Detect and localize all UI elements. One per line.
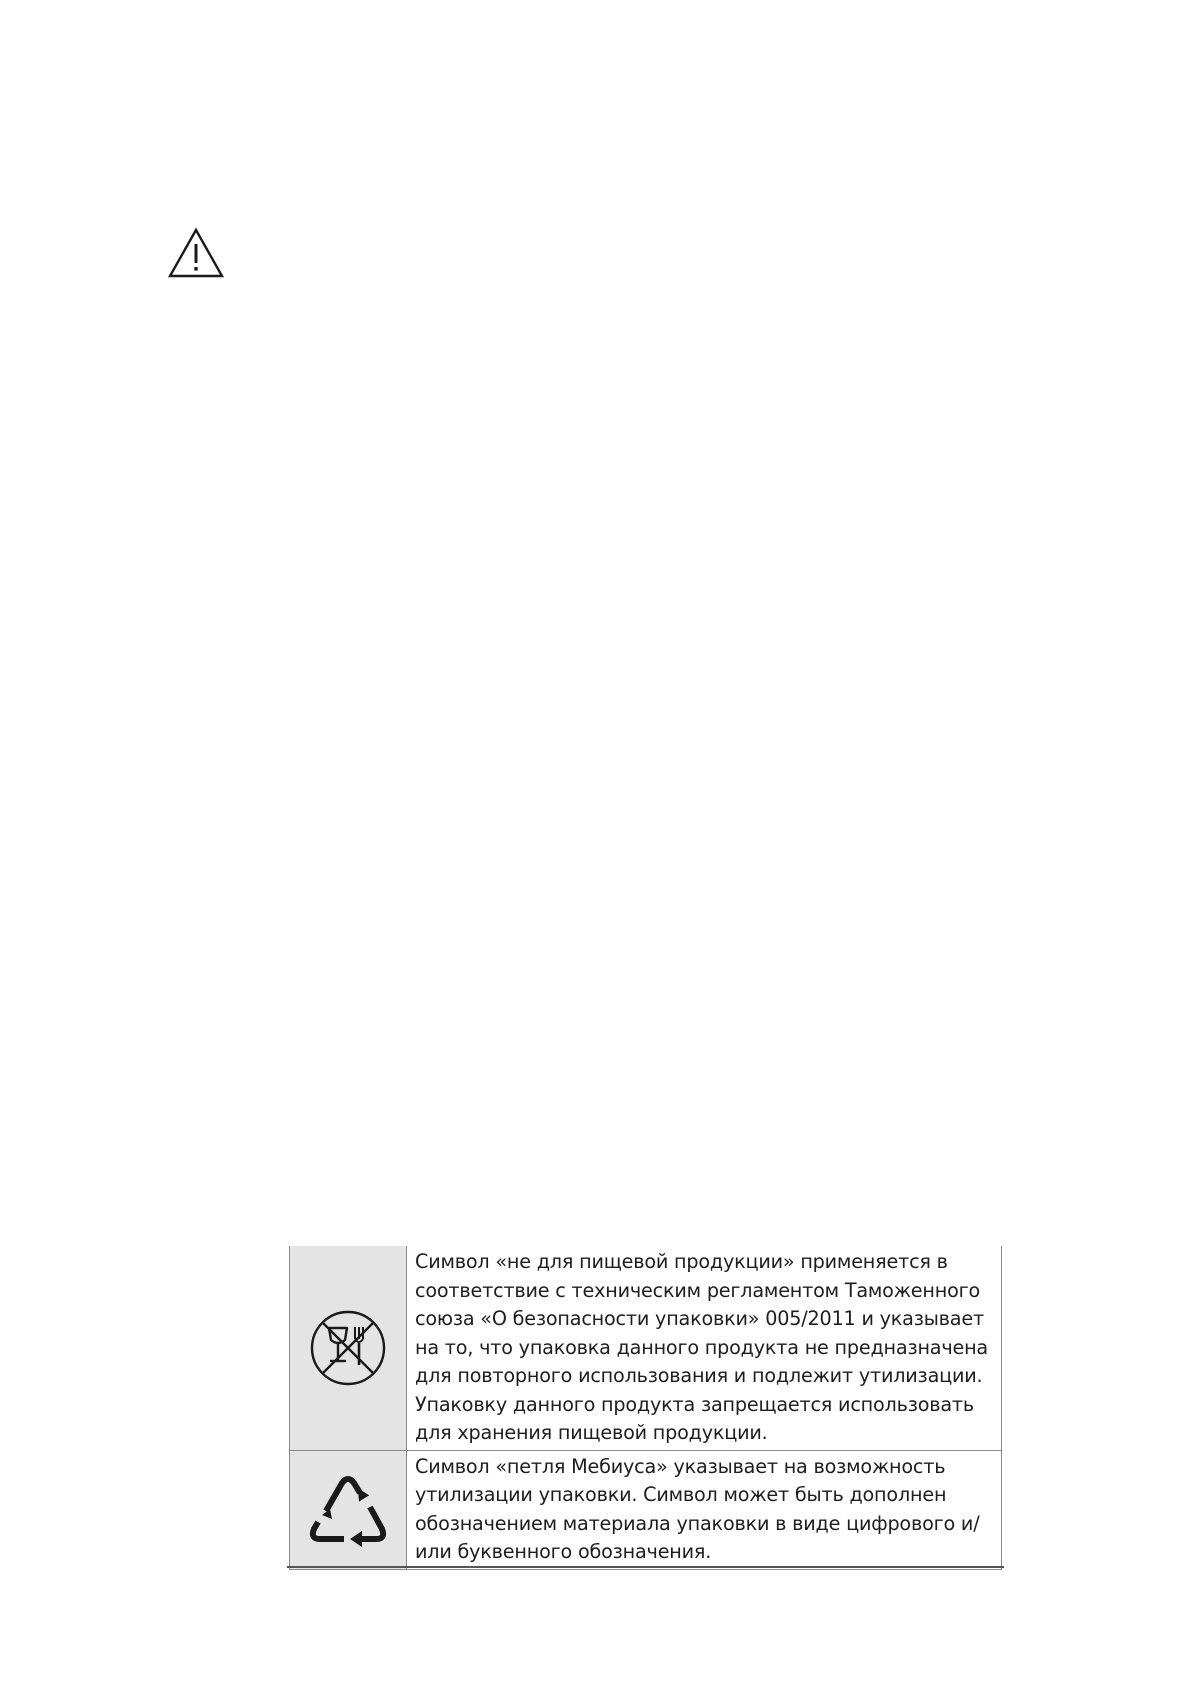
symbol-cell — [290, 1450, 407, 1569]
table-row — [290, 1450, 1002, 1569]
not-for-food-icon — [303, 1303, 393, 1393]
symbol-description: Символ «петля Мебиуса» указывает на возможность утилизации упаковки. Символ может быть дополнен обозначением материала упаковки в виде цифрового и/или буквенного обозначения. — [407, 1450, 1002, 1569]
symbol-cell — [290, 1246, 407, 1450]
warning-triangle-icon — [167, 227, 225, 279]
mobius-loop-recycle-icon — [302, 1467, 394, 1553]
symbols-table — [289, 1246, 1002, 1570]
symbol-description: Символ «не для пищевой продукции» применяется в соответствие с техническим регламентом Таможенного союза «О безопасности упаковки» 005/2011 и указывает на то, что упаковка данного продукта не предназначена для повторного использования и подлежит утилизации. Упаковку данного продукта запрещается использовать для хранения пищевой продукции. — [407, 1246, 1002, 1450]
table-bottom-rule — [287, 1566, 1004, 1568]
table-row — [290, 1246, 1002, 1450]
